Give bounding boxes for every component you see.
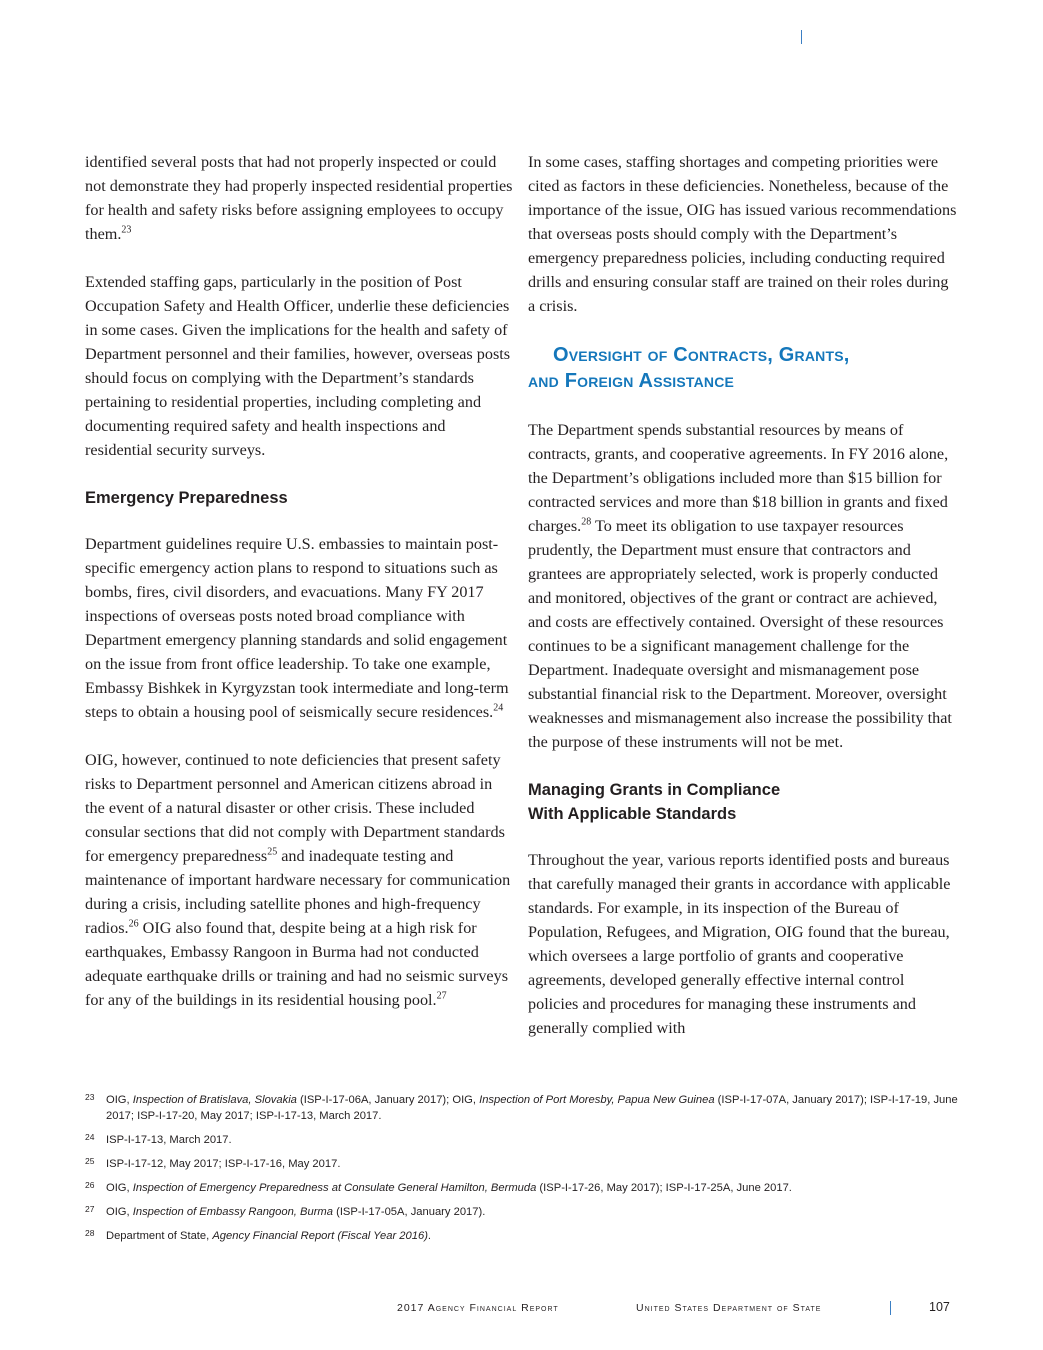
- footnote-28: 28 Department of State, Agency Financial Report (Fiscal Year 2016).: [85, 1228, 965, 1244]
- footnote-ref[interactable]: 23: [121, 224, 132, 236]
- footnote-ref[interactable]: 26: [128, 918, 139, 930]
- paragraph: OIG, however, continued to note deficiencies that present safety risks to Department personnel and American citizens abroad in the event of a natural disaster or other crisis. These included consular sections that did not comply with Department standards for emergency preparedness$^{25}$ and inadequate testing and maintenance of important hardware necessary for communication during a crisis, including satellite phones and high-frequency radios.$^{26}$ OIG also found that, despite being at a high risk for earthquakes, Embassy Rangoon in Burma had not conducted adequate earthquake drills or training and had no seismic surveys for any of the buildings in its residential housing pool.$^{27}$: [85, 751, 511, 1009]
- footnote-ref[interactable]: 24: [493, 702, 504, 714]
- paragraph: Throughout the year, various reports identified posts and bureaus that carefully managed their grants in accordance with applicable standards. For example, in its inspection of the Bureau of Population, Refugees, and Migration, OIG found that the bureau, which oversees a large portfolio of grants and cooperative agreements, developed generally effective internal control policies and procedures for managing these instruments and generally complied with: [528, 851, 951, 1037]
- heading-line: Managing Grants in Compliance: [528, 781, 781, 799]
- header-divider: [801, 30, 802, 44]
- footnote-25: 25 ISP-I-17-12, May 2017; ISP-I-17-16, May 2017.: [85, 1156, 965, 1172]
- paragraph: Extended staffing gaps, particularly in the position of Post Occupation Safety and Health Officer, underlie these deficiencies in some cases. Given the implications for the health and safety of Department personnel and their families, however, overseas posts should focus on complying with the Department’s standards pertaining to residential properties, including completing and documenting required safety and health inspections and residential security surveys.: [85, 273, 511, 459]
- footnote-27: 27 OIG, Inspection of Embassy Rangoon, Burma (ISP-I-17-05A, January 2017).: [85, 1204, 965, 1220]
- heading-line: Oversight of Contracts, Grants,: [553, 344, 850, 366]
- heading-line: With Applicable Standards: [528, 805, 737, 823]
- paragraph: In some cases, staffing shortages and competing priorities were cited as factors in these deficiencies. Nonetheless, because of the importance of the issue, OIG has issued various recommendations that overseas posts should comply with the Department’s emergency preparedness policies, including conducting required drills and ensuring consular staff are trained on their roles during a crisis.: [528, 153, 957, 315]
- heading-line: and Foreign Assistance: [528, 370, 735, 392]
- footnote-ref[interactable]: 28: [581, 516, 592, 528]
- footnote-number: 25: [85, 1156, 95, 1166]
- right-column: [528, 150, 958, 1064]
- left-column: [85, 150, 515, 1036]
- page-footer: [0, 1300, 1043, 1320]
- footnote-number: 26: [85, 1180, 95, 1190]
- footer-department: United States Department of State: [636, 1302, 822, 1314]
- footer-report-title: 2017 Agency Financial Report: [397, 1302, 559, 1314]
- footnote-number: 27: [85, 1204, 95, 1214]
- footnote-24: 24 ISP-I-17-13, March 2017.: [85, 1132, 965, 1148]
- footnote-number: 24: [85, 1132, 95, 1142]
- paragraph: Department guidelines require U.S. embassies to maintain post-specific emergency action plans to respond to situations such as bombs, fires, civil disorders, and evacuations. Many FY 2017 inspections of overseas posts noted broad compliance with Department emergency planning standards and solid engagement on the issue from front office leadership. To take one example, Embassy Bishkek in Kyrgyzstan took intermediate and long-term steps to obtain a housing pool of seismically secure residences.$^{24}$: [85, 535, 509, 721]
- section-heading-managing-grants: [528, 778, 958, 826]
- footnotes: [85, 1092, 965, 1252]
- section-heading-emergency-preparedness: Emergency Preparedness: [85, 489, 288, 507]
- footnote-number: 28: [85, 1228, 95, 1238]
- footnote-23: 23 OIG, Inspection of Bratislava, Slovakia (ISP-I-17-06A, January 2017); OIG, Inspection of Port Moresby, Papua New Guinea (ISP-I-17-07A, January 2017); ISP-I-17-19, June 2017; ISP-I-17-20, May 2017; ISP-I-17-13, March 2017.: [85, 1092, 965, 1124]
- footnote-ref[interactable]: 25: [267, 846, 278, 858]
- page-number: 107: [929, 1300, 950, 1314]
- paragraph: identified several posts that had not properly inspected or could not demonstrate they had properly inspected residential properties for health and safety risks before assigning employees to occupy them.$^{23}$: [85, 153, 513, 243]
- paragraph: The Department spends substantial resources by means of contracts, grants, and cooperative agreements. In FY 2016 alone, the Department’s obligations included more than $15 billion for contracted services and more than $18 billion in grants and fixed charges.$^{28}$ To meet its obligation to use taxpayer resources prudently, the Department must ensure that contractors and grantees are appropriately selected, work is properly conducted and monitored, objectives of the grant or contract are achieved, and costs are effectively contained. Oversight of these resources continues to be a significant management challenge for the Department. Inadequate oversight and mismanagement pose substantial financial risk to the Department. Moreover, oversight weaknesses and mismanagement also increase the possibility that the purpose of these instruments will not be met.: [528, 421, 952, 751]
- footnote-number: 23: [85, 1092, 95, 1102]
- footnote-26: 26 OIG, Inspection of Emergency Preparedness at Consulate General Hamilton, Bermuda (ISP-I-17-26, May 2017); ISP-I-17-25A, June 2017.: [85, 1180, 965, 1196]
- section-heading-oversight: [528, 342, 958, 394]
- footnote-ref[interactable]: 27: [436, 990, 447, 1002]
- footer-divider: [890, 1301, 891, 1315]
